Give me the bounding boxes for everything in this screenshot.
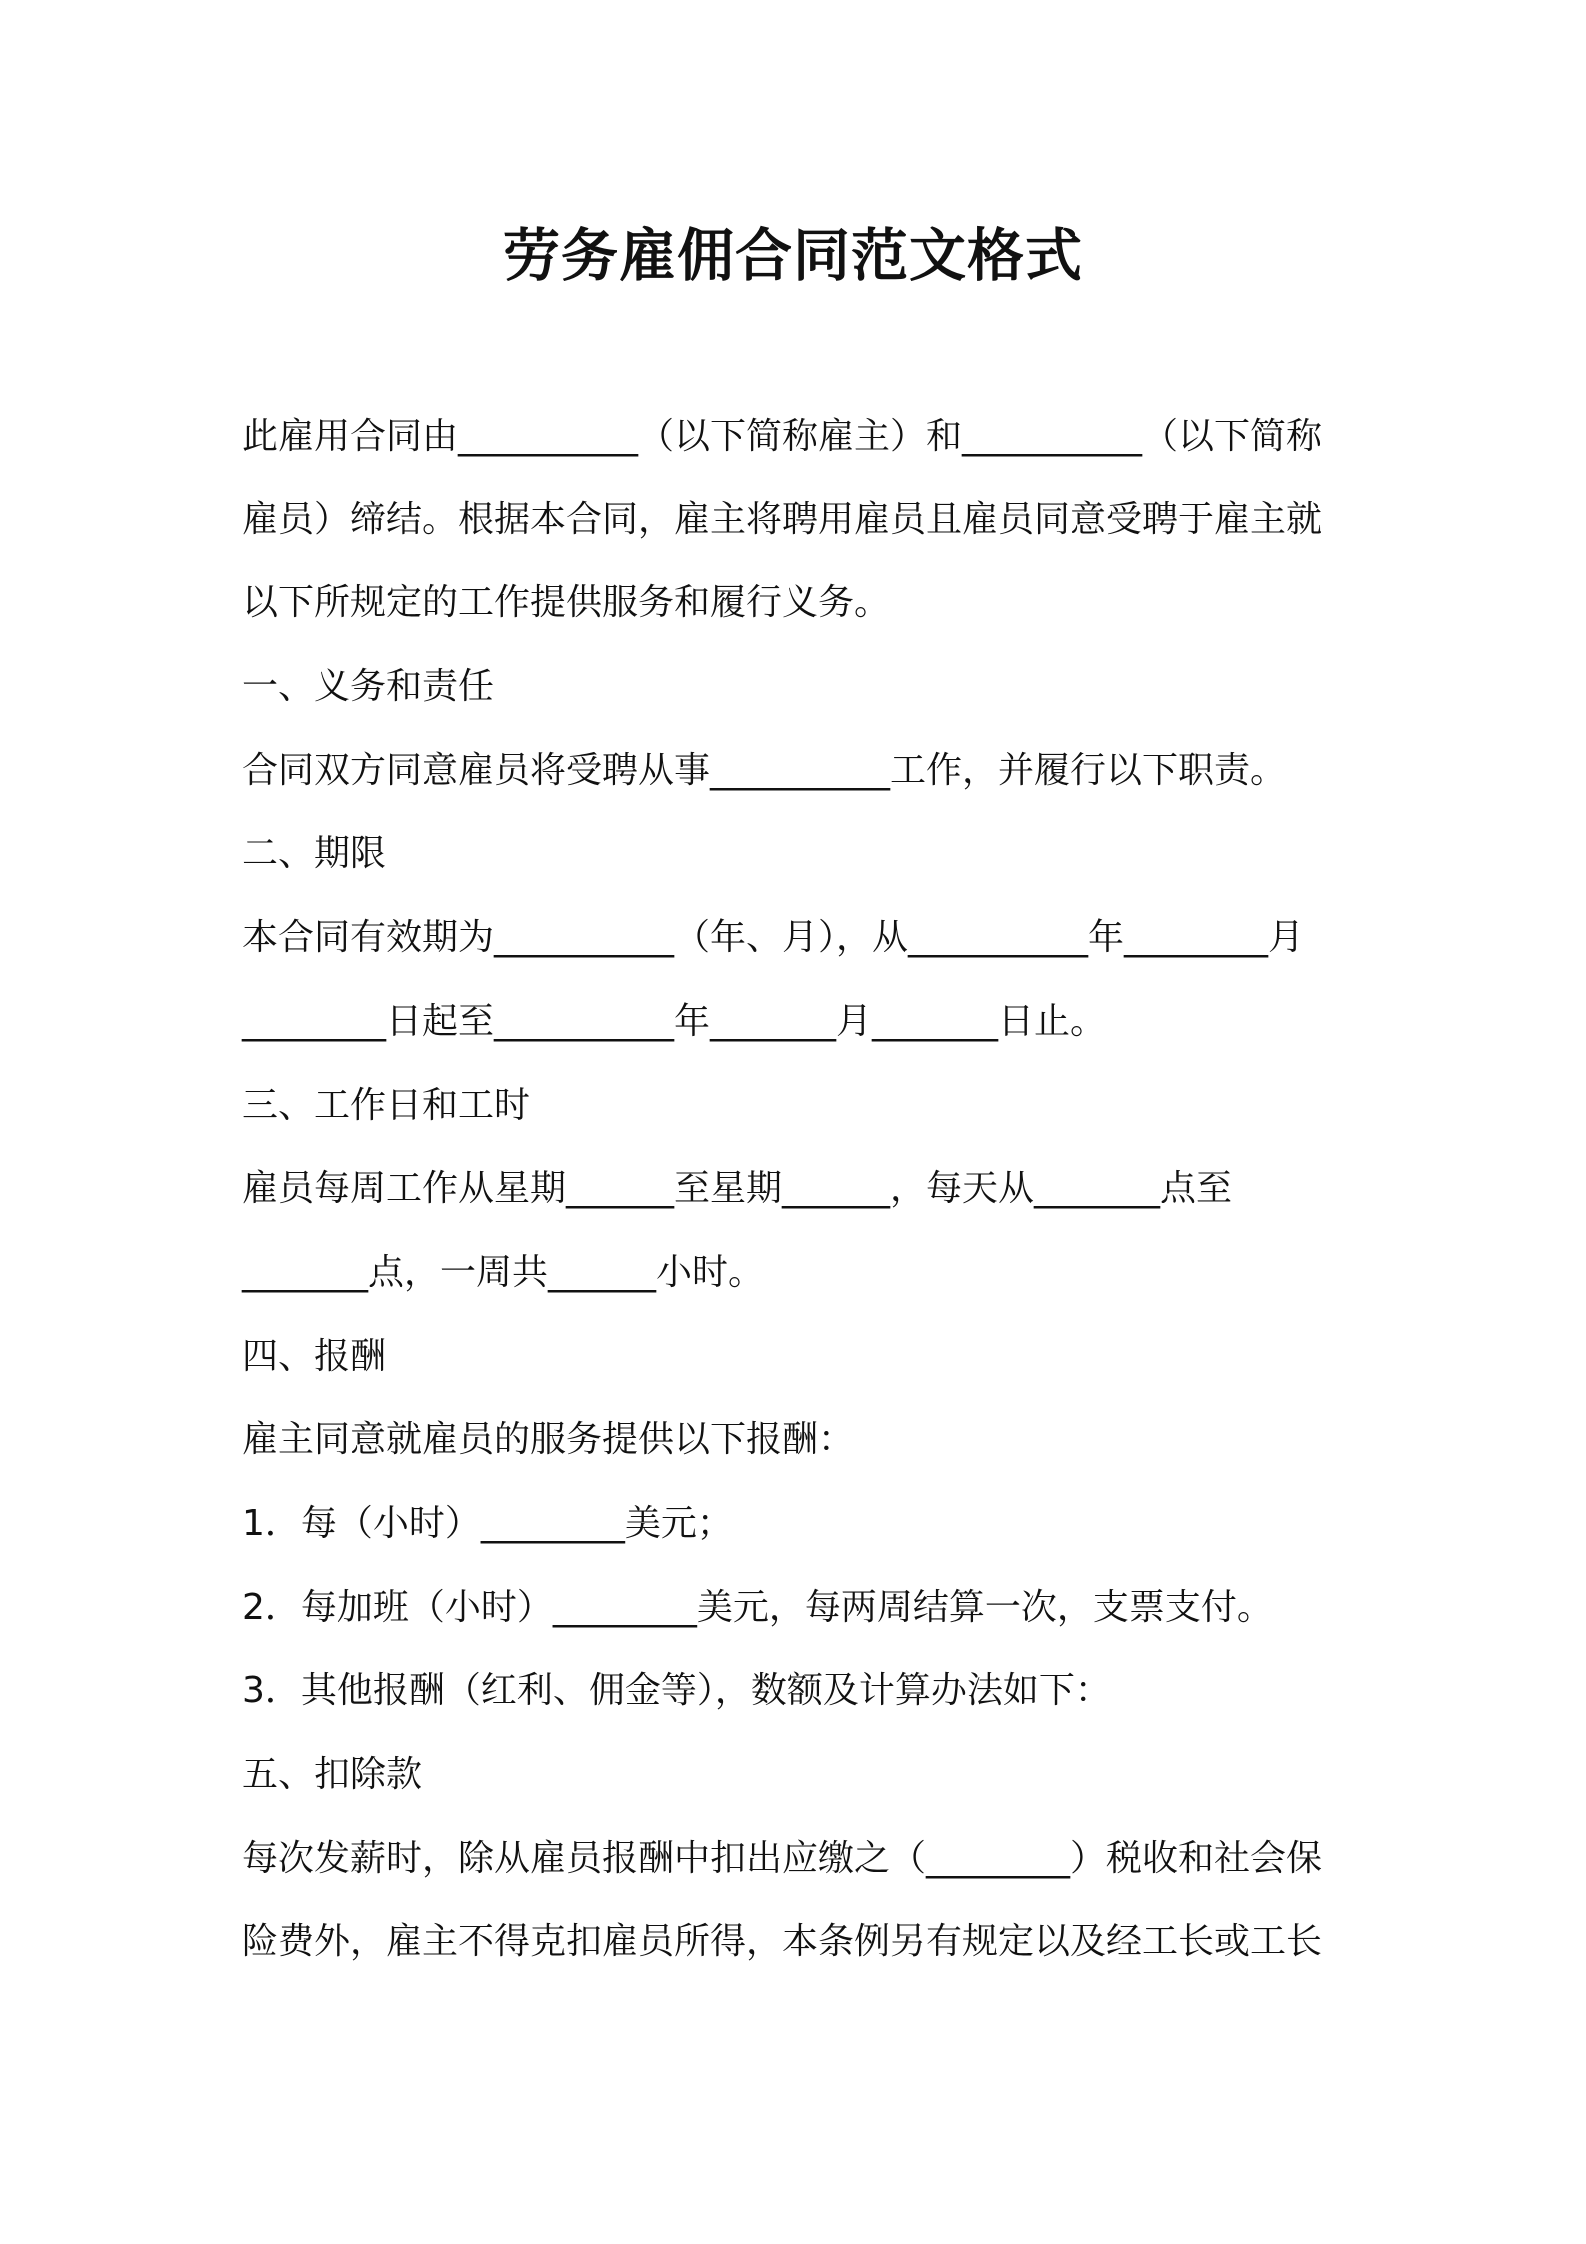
paragraph-line: 每次发薪时，除从雇员报酬中扣出应缴之（________）税收和社会保 [242, 1838, 1323, 1879]
paragraph-line: 雇员）缔结。根据本合同，雇主将聘用雇员且雇员同意受聘于雇主就 [242, 499, 1323, 540]
paragraph-line: ________日起至__________年_______月_______日止。 [242, 1001, 1107, 1042]
paragraph-line: 合同双方同意雇员将受聘从事__________工作，并履行以下职责。 [242, 750, 1287, 791]
list-item: 1．每（小时）________美元； [242, 1503, 733, 1544]
section-heading: 四、报酬 [242, 1336, 387, 1377]
section-heading: 三、工作日和工时 [242, 1085, 531, 1126]
section-heading: 一、义务和责任 [242, 666, 495, 707]
paragraph-line: 雇员每周工作从星期______至星期______，每天从_______点至 [242, 1168, 1233, 1209]
paragraph-line: 以下所规定的工作提供服务和履行义务。 [242, 582, 891, 623]
paragraph-line: 此雇用合同由__________（以下简称雇主）和__________（以下简称 [242, 416, 1323, 457]
list-item: 3．其他报酬（红利、佣金等），数额及计算办法如下： [242, 1670, 1111, 1711]
paragraph-line: 险费外，雇主不得克扣雇员所得，本条例另有规定以及经工长或工长 [242, 1921, 1323, 1962]
section-heading: 二、期限 [242, 833, 387, 874]
paragraph-line: 雇主同意就雇员的服务提供以下报酬： [242, 1419, 855, 1460]
document-title: 劳务雇佣合同范文格式 [503, 223, 1083, 289]
section-heading: 五、扣除款 [242, 1754, 423, 1795]
paragraph-line: 本合同有效期为__________（年、月），从__________年________月 [242, 917, 1305, 958]
paragraph-line: _______点，一周共______小时。 [242, 1252, 765, 1293]
list-item: 2．每加班（小时）________美元，每两周结算一次，支票支付。 [242, 1587, 1273, 1628]
